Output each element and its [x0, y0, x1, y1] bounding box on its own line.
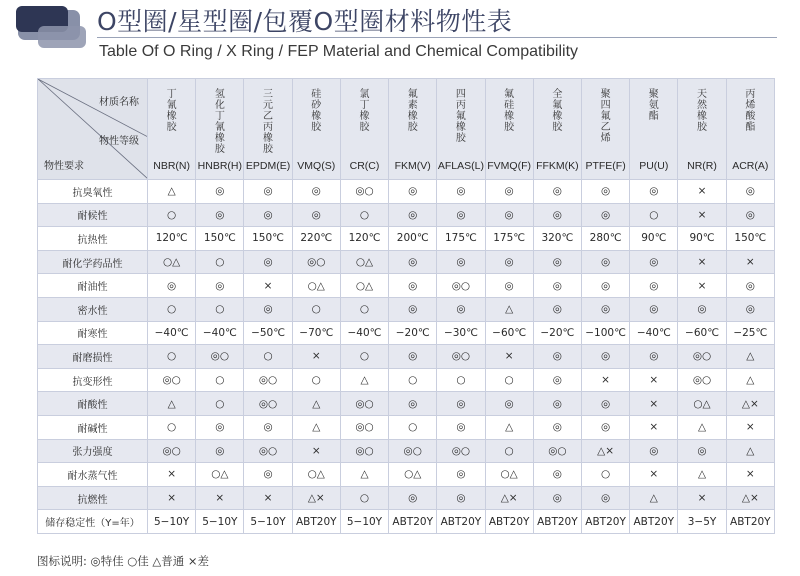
rating-cell: △	[726, 368, 774, 392]
rating-cell: −25℃	[726, 321, 774, 345]
rating-cell: ×	[678, 274, 726, 298]
rating-cell: −30℃	[437, 321, 485, 345]
rating-cell: ○	[340, 297, 388, 321]
material-code: CR(C)	[349, 160, 380, 172]
material-name: 全 氟 橡 胶	[552, 89, 563, 133]
rating-cell: ◎	[485, 392, 533, 416]
material-code: FVMQ(F)	[487, 160, 532, 172]
material-name: 丁 氰 橡 胶	[166, 89, 177, 133]
rating-cell: ◎	[437, 486, 485, 510]
rating-cell: ◎	[678, 297, 726, 321]
rating-cell: ◎○	[148, 439, 196, 463]
rating-cell: −20℃	[533, 321, 581, 345]
rating-cell: ×	[581, 368, 629, 392]
table-row	[38, 227, 775, 251]
rating-cell: −20℃	[389, 321, 437, 345]
rating-cell: △	[678, 463, 726, 487]
rating-cell: 320℃	[533, 227, 581, 251]
rating-cell: ○	[340, 345, 388, 369]
rating-cell: △	[340, 463, 388, 487]
material-code: AFLAS(L)	[437, 160, 484, 172]
rating-cell: 5−10Y	[244, 510, 292, 534]
rating-cell: ○	[148, 203, 196, 227]
property-label: 抗变形性	[38, 368, 148, 392]
rating-cell: 90℃	[678, 227, 726, 251]
rating-cell: ◎	[581, 297, 629, 321]
rating-cell: ◎	[533, 486, 581, 510]
material-header-cell	[148, 79, 196, 180]
rating-cell: ◎	[533, 297, 581, 321]
rating-cell: ◎	[437, 463, 485, 487]
rating-cell: 200℃	[389, 227, 437, 251]
material-name: 聚 氨 酯	[648, 89, 659, 122]
rating-cell: ○	[340, 203, 388, 227]
material-code: VMQ(S)	[297, 160, 336, 172]
rating-cell: ◎○	[244, 368, 292, 392]
rating-cell: ○△	[196, 463, 244, 487]
rating-cell: △	[340, 368, 388, 392]
rating-cell: ○	[389, 415, 437, 439]
rating-cell: ◎	[437, 392, 485, 416]
rating-cell: ◎	[630, 297, 678, 321]
material-name: 聚 四 氟 乙 烯	[600, 89, 611, 144]
rating-cell: ○	[196, 297, 244, 321]
table-row	[38, 439, 775, 463]
rating-cell: △	[292, 392, 340, 416]
corner-label-requirement: 物性要求	[44, 161, 84, 172]
rating-cell: ◎	[630, 180, 678, 204]
header-corner-cell	[38, 79, 148, 180]
table-row	[38, 486, 775, 510]
material-name: 三 元 乙 丙 橡 胶	[263, 89, 274, 155]
rating-cell: ◎	[389, 250, 437, 274]
rating-cell: ○△	[389, 463, 437, 487]
rating-cell: ○△	[485, 463, 533, 487]
rating-cell: −100℃	[581, 321, 629, 345]
material-code: PTFE(F)	[585, 160, 626, 172]
rating-cell: ○	[196, 250, 244, 274]
rating-cell: ◎	[292, 203, 340, 227]
material-code: FFKM(K)	[536, 160, 579, 172]
rating-cell: ◎	[581, 250, 629, 274]
rating-cell: ×	[148, 486, 196, 510]
rating-cell: ABT20Y	[292, 510, 340, 534]
rating-cell: ○	[196, 392, 244, 416]
material-header-cell	[533, 79, 581, 180]
rating-cell: 280℃	[581, 227, 629, 251]
rating-cell: ◎○	[340, 439, 388, 463]
rating-cell: ○	[148, 345, 196, 369]
material-name: 硅 砂 橡 胶	[311, 89, 322, 133]
rating-cell: ○	[581, 463, 629, 487]
rating-cell: ◎	[533, 274, 581, 298]
rating-cell: ◎	[726, 274, 774, 298]
rating-cell: ×	[244, 274, 292, 298]
material-code: PU(U)	[639, 160, 669, 172]
rating-cell: ×	[292, 345, 340, 369]
rating-cell: ◎○	[340, 180, 388, 204]
rating-cell: ◎○	[148, 368, 196, 392]
rating-cell: 120℃	[340, 227, 388, 251]
rating-cell: 150℃	[196, 227, 244, 251]
material-code: NR(R)	[687, 160, 717, 172]
table-row	[38, 510, 775, 534]
material-header-cell	[196, 79, 244, 180]
rating-cell: −60℃	[678, 321, 726, 345]
rating-cell: ◎	[437, 250, 485, 274]
rating-cell: ×	[485, 345, 533, 369]
table-row	[38, 415, 775, 439]
header-row	[38, 79, 775, 180]
rating-cell: ○	[630, 203, 678, 227]
rating-cell: 150℃	[244, 227, 292, 251]
rating-cell: ◎○	[533, 439, 581, 463]
page-subtitle: Table Of O Ring / X Ring / FEP Material and Chemical Compatibility	[99, 43, 579, 60]
table-row	[38, 250, 775, 274]
material-code: FKM(V)	[394, 160, 431, 172]
rating-cell: ○△	[678, 392, 726, 416]
property-label: 耐油性	[38, 274, 148, 298]
property-label: 耐水蒸气性	[38, 463, 148, 487]
rating-cell: 3−5Y	[678, 510, 726, 534]
material-header-cell	[726, 79, 774, 180]
rating-cell: ◎	[389, 392, 437, 416]
rating-cell: ◎○	[340, 415, 388, 439]
material-code: NBR(N)	[153, 160, 190, 172]
rating-cell: △	[678, 415, 726, 439]
rating-cell: ◎	[581, 274, 629, 298]
table-row	[38, 392, 775, 416]
rating-cell: 5−10Y	[148, 510, 196, 534]
corner-label-grade: 物性等级	[99, 136, 139, 147]
rating-cell: ◎	[244, 297, 292, 321]
rating-cell: 175℃	[485, 227, 533, 251]
property-label: 耐碱性	[38, 415, 148, 439]
rating-cell: −40℃	[340, 321, 388, 345]
rating-cell: ○△	[148, 250, 196, 274]
rating-cell: ◎	[630, 274, 678, 298]
rating-cell: ◎	[533, 180, 581, 204]
rating-cell: ◎○	[678, 368, 726, 392]
rating-cell: ◎	[244, 250, 292, 274]
material-header-cell	[485, 79, 533, 180]
rating-cell: ◎	[437, 180, 485, 204]
rating-cell: ×	[678, 180, 726, 204]
rating-cell: ABT20Y	[581, 510, 629, 534]
rating-cell: ○	[292, 368, 340, 392]
material-name: 氟 硅 橡 胶	[504, 89, 515, 133]
rating-cell: ×	[630, 368, 678, 392]
rating-cell: ◎	[389, 297, 437, 321]
rating-cell: ◎	[389, 345, 437, 369]
rating-cell: ◎	[533, 392, 581, 416]
rating-cell: ◎○	[292, 250, 340, 274]
rating-cell: ◎	[678, 439, 726, 463]
rating-cell: △×	[726, 486, 774, 510]
rating-cell: ◎	[726, 180, 774, 204]
rating-cell: ×	[630, 415, 678, 439]
rating-cell: ○	[485, 439, 533, 463]
rating-cell: ABT20Y	[485, 510, 533, 534]
rating-cell: ×	[148, 463, 196, 487]
rating-cell: 5−10Y	[340, 510, 388, 534]
material-name: 氢 化 丁 氰 橡 胶	[214, 89, 225, 155]
rating-cell: ABT20Y	[389, 510, 437, 534]
rating-cell: ×	[678, 486, 726, 510]
material-name: 天 然 橡 胶	[697, 89, 708, 133]
property-label: 储存稳定性（Y=年）	[38, 510, 148, 534]
rating-cell: 150℃	[726, 227, 774, 251]
material-header-cell	[389, 79, 437, 180]
rating-cell: ○△	[340, 274, 388, 298]
rating-cell: ◎	[630, 250, 678, 274]
property-label: 耐化学药品性	[38, 250, 148, 274]
rating-cell: △	[726, 345, 774, 369]
material-header-cell	[437, 79, 485, 180]
rating-cell: ◎	[437, 415, 485, 439]
table-row	[38, 368, 775, 392]
rating-cell: △	[485, 415, 533, 439]
rating-cell: ◎○	[437, 439, 485, 463]
property-label: 耐候性	[38, 203, 148, 227]
rating-cell: ○	[389, 368, 437, 392]
rating-cell: ×	[726, 463, 774, 487]
rating-cell: 5−10Y	[196, 510, 244, 534]
rating-cell: ×	[678, 250, 726, 274]
rating-cell: ○△	[340, 250, 388, 274]
brand-logo	[16, 6, 96, 54]
rating-cell: ◎	[196, 415, 244, 439]
table-row	[38, 321, 775, 345]
rating-cell: ◎○	[244, 439, 292, 463]
rating-cell: −40℃	[630, 321, 678, 345]
rating-cell: ◎○	[196, 345, 244, 369]
rating-cell: ◎	[533, 345, 581, 369]
rating-cell: ◎	[148, 274, 196, 298]
rating-cell: ◎	[196, 274, 244, 298]
rating-cell: ◎	[630, 439, 678, 463]
corner-label-material: 材质名称	[99, 97, 139, 108]
rating-cell: ◎	[196, 180, 244, 204]
rating-cell: ×	[630, 392, 678, 416]
rating-cell: ◎○	[437, 345, 485, 369]
legend: 图标说明: ◎特佳 ○佳 △普通 ×差	[37, 554, 210, 568]
rating-cell: ○	[292, 297, 340, 321]
rating-cell: ◎	[389, 486, 437, 510]
property-label: 密水性	[38, 297, 148, 321]
rating-cell: ◎	[485, 274, 533, 298]
rating-cell: ◎○	[244, 392, 292, 416]
rating-cell: ◎	[533, 463, 581, 487]
rating-cell: ◎	[437, 297, 485, 321]
rating-cell: −40℃	[148, 321, 196, 345]
property-label: 抗燃性	[38, 486, 148, 510]
rating-cell: ◎	[581, 180, 629, 204]
rating-cell: −50℃	[244, 321, 292, 345]
rating-cell: ○△	[292, 463, 340, 487]
rating-cell: ◎	[244, 203, 292, 227]
rating-cell: ○	[437, 368, 485, 392]
material-header-cell	[581, 79, 629, 180]
rating-cell: △	[726, 439, 774, 463]
rating-cell: ◎○	[340, 392, 388, 416]
rating-cell: ◎	[244, 415, 292, 439]
table-row	[38, 463, 775, 487]
material-name: 氟 素 橡 胶	[407, 89, 418, 133]
rating-cell: ◎	[244, 463, 292, 487]
rating-cell: ◎○	[389, 439, 437, 463]
rating-cell: ◎	[437, 203, 485, 227]
property-label: 耐磨损性	[38, 345, 148, 369]
rating-cell: ○	[485, 368, 533, 392]
material-code: HNBR(H)	[197, 160, 242, 172]
rating-cell: ◎	[196, 439, 244, 463]
title-divider	[97, 37, 777, 38]
rating-cell: ◎	[581, 203, 629, 227]
rating-cell: ◎	[581, 415, 629, 439]
rating-cell: ◎	[196, 203, 244, 227]
rating-cell: ×	[678, 203, 726, 227]
rating-cell: ○	[148, 415, 196, 439]
rating-cell: 175℃	[437, 227, 485, 251]
rating-cell: ◎	[533, 368, 581, 392]
material-code: ACR(A)	[732, 160, 769, 172]
rating-cell: ◎○	[437, 274, 485, 298]
property-label: 耐酸性	[38, 392, 148, 416]
material-name: 氯 丁 橡 胶	[359, 89, 370, 133]
rating-cell: ○	[340, 486, 388, 510]
rating-cell: ○	[244, 345, 292, 369]
rating-cell: △	[485, 297, 533, 321]
rating-cell: ABT20Y	[437, 510, 485, 534]
material-name: 四 丙 氟 橡 胶	[455, 89, 466, 144]
material-code: EPDM(E)	[245, 160, 291, 172]
rating-cell: ◎	[581, 345, 629, 369]
rating-cell: △	[148, 392, 196, 416]
rating-cell: ×	[726, 250, 774, 274]
rating-cell: ◎	[244, 180, 292, 204]
rating-cell: ◎	[581, 392, 629, 416]
rating-cell: ○△	[292, 274, 340, 298]
material-header-cell	[244, 79, 292, 180]
table-row	[38, 345, 775, 369]
rating-cell: −70℃	[292, 321, 340, 345]
property-label: 抗热性	[38, 227, 148, 251]
rating-cell: −60℃	[485, 321, 533, 345]
rating-cell: △×	[485, 486, 533, 510]
material-name: 丙 烯 酸 酯	[745, 89, 756, 133]
page-title: O型圈/星型圈/包覆O型圈材料物性表	[97, 7, 513, 36]
rating-cell: ◎	[726, 297, 774, 321]
rating-cell: ○	[148, 297, 196, 321]
rating-cell: ◎	[485, 180, 533, 204]
rating-cell: ×	[292, 439, 340, 463]
rating-cell: 220℃	[292, 227, 340, 251]
rating-cell: ◎○	[678, 345, 726, 369]
rating-cell: △	[630, 486, 678, 510]
rating-cell: 120℃	[148, 227, 196, 251]
rating-cell: ◎	[485, 250, 533, 274]
rating-cell: ×	[196, 486, 244, 510]
rating-cell: ×	[726, 415, 774, 439]
rating-cell: △	[292, 415, 340, 439]
rating-cell: ○	[196, 368, 244, 392]
rating-cell: ◎	[533, 203, 581, 227]
material-header-cell	[340, 79, 388, 180]
rating-cell: −40℃	[196, 321, 244, 345]
table-row	[38, 203, 775, 227]
rating-cell: 90℃	[630, 227, 678, 251]
material-header-cell	[292, 79, 340, 180]
rating-cell: ◎	[389, 180, 437, 204]
rating-cell: △×	[726, 392, 774, 416]
rating-cell: ◎	[533, 250, 581, 274]
material-compatibility-table	[37, 78, 775, 534]
rating-cell: ×	[244, 486, 292, 510]
rating-cell: ◎	[581, 486, 629, 510]
rating-cell: △	[148, 180, 196, 204]
property-label: 张力强度	[38, 439, 148, 463]
rating-cell: ◎	[630, 345, 678, 369]
table-row	[38, 274, 775, 298]
rating-cell: ABT20Y	[533, 510, 581, 534]
rating-cell: ABT20Y	[726, 510, 774, 534]
rating-cell: ×	[630, 463, 678, 487]
material-header-cell	[630, 79, 678, 180]
property-label: 耐寒性	[38, 321, 148, 345]
table-row	[38, 297, 775, 321]
rating-cell: △×	[581, 439, 629, 463]
material-header-cell	[678, 79, 726, 180]
rating-cell: ◎	[533, 415, 581, 439]
rating-cell: ◎	[389, 274, 437, 298]
rating-cell: ◎	[485, 203, 533, 227]
property-label: 抗臭氧性	[38, 180, 148, 204]
rating-cell: ◎	[389, 203, 437, 227]
rating-cell: △×	[292, 486, 340, 510]
rating-cell: ABT20Y	[630, 510, 678, 534]
rating-cell: ◎	[726, 203, 774, 227]
rating-cell: ◎	[292, 180, 340, 204]
table-row	[38, 180, 775, 204]
